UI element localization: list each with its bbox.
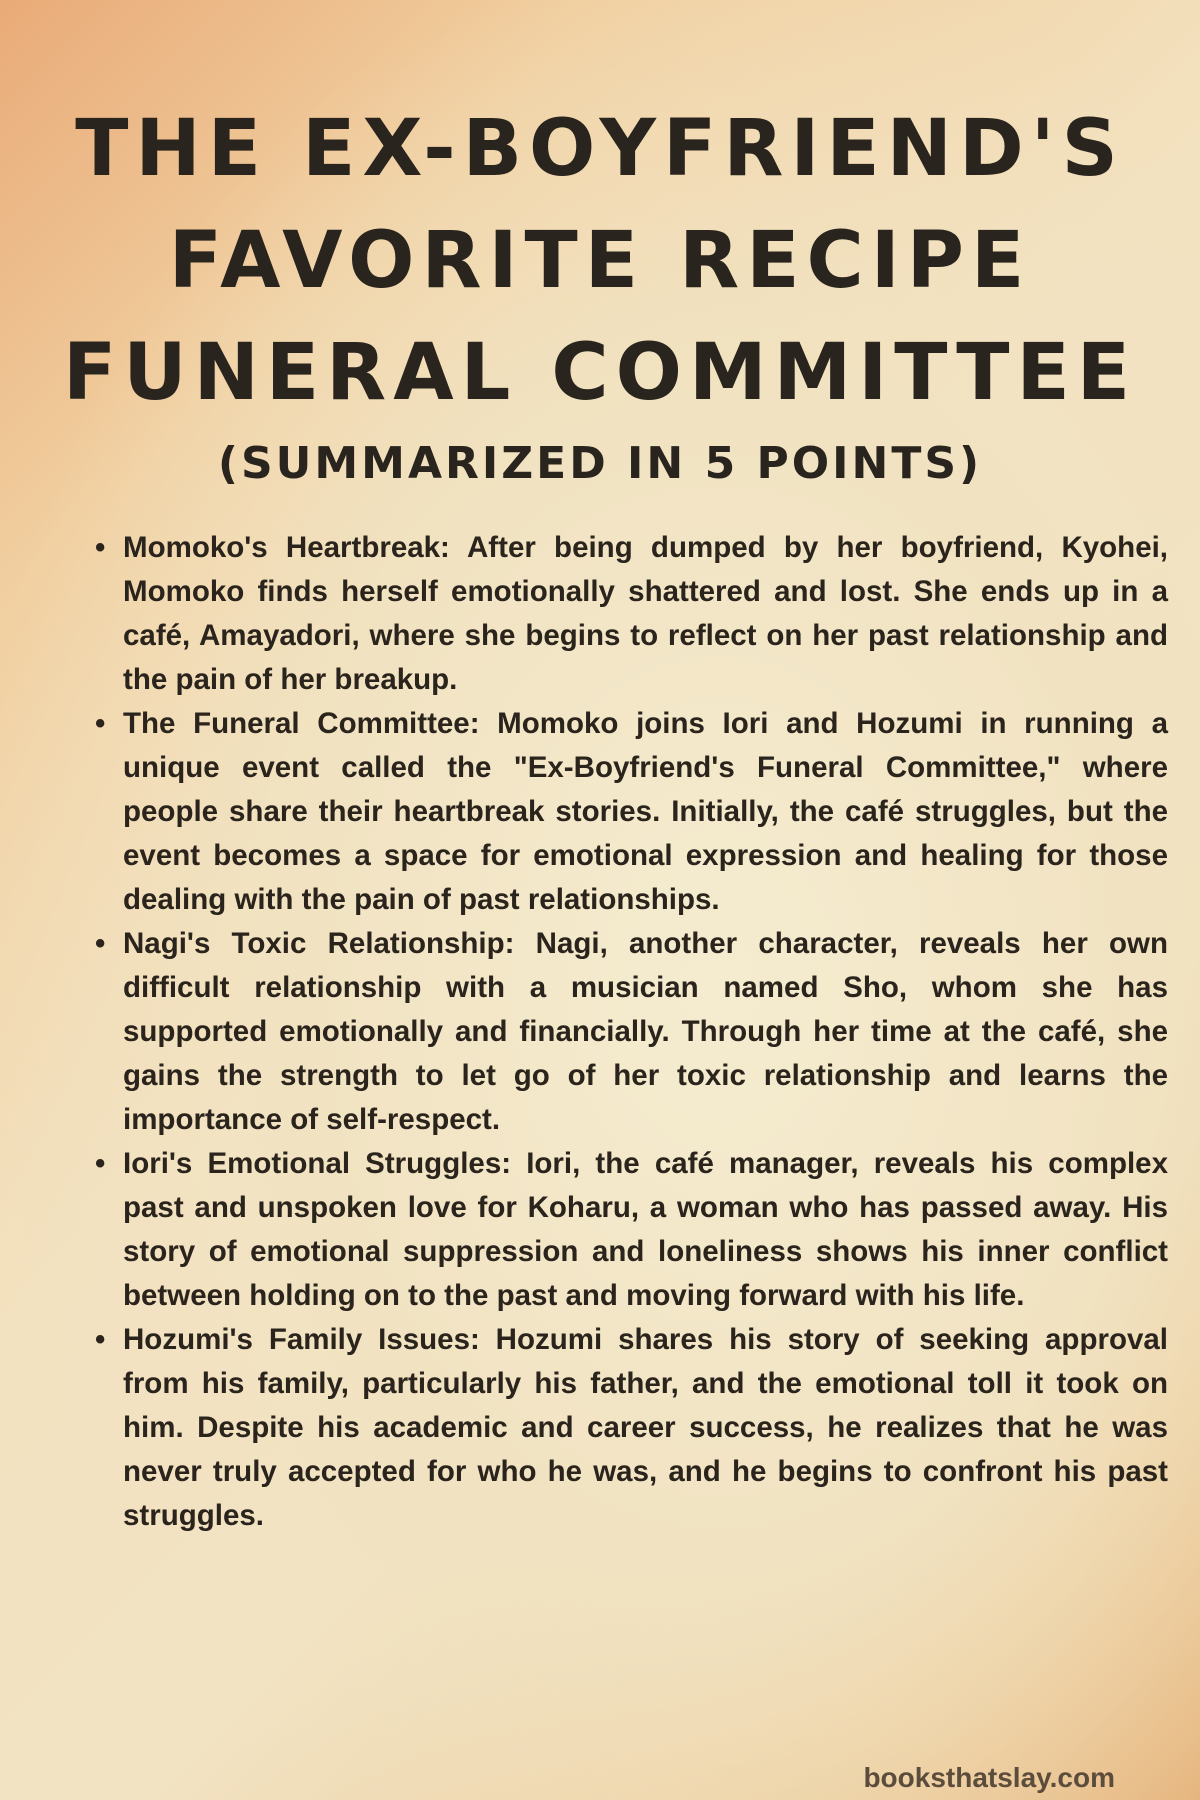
- subtitle: (SUMMARIZED IN 5 POINTS): [217, 438, 983, 489]
- page-title: [0, 93, 1200, 429]
- title-line-2: FAVORITE RECIPE: [168, 216, 1032, 306]
- list-item: • Hozumi's Family Issues: Hozumi shares his story of seeking approval from his family, particularly his father, and the emotional toll it took on him. Despite his academic and career success, he realizes that he was never truly accepted for who he was, and he begins to confront his past struggles.: [123, 1318, 1168, 1538]
- title-line-3: FUNERAL COMMITTEE: [62, 328, 1138, 418]
- list-item: • The Funeral Committee: Momoko joins Iori and Hozumi in running a unique event called the "Ex-Boyfriend's Funeral Committee," where people share their heartbreak stories. Initially, the café struggles, but the event becomes a space for emotional expression and healing for those dealing with the pain of past relationships.: [123, 702, 1168, 922]
- list-item: • Momoko's Heartbreak: After being dumped by her boyfriend, Kyohei, Momoko finds herself emotionally shattered and lost. She ends up in a café, Amayadori, where she begins to reflect on her past relationship and the pain of her breakup.: [123, 526, 1168, 702]
- summary-list: [95, 526, 1168, 1538]
- list-item: • Iori's Emotional Struggles: Iori, the café manager, reveals his complex past and unspoken love for Koharu, a woman who has passed away. His story of emotional suppression and loneliness shows his inner conflict between holding on to the past and moving forward with his life.: [123, 1142, 1168, 1318]
- site-watermark: booksthatslay.com: [863, 1762, 1115, 1793]
- list-item: • Nagi's Toxic Relationship: Nagi, another character, reveals her own difficult relationship with a musician named Sho, whom she has supported emotionally and financially. Through her time at the café, she gains the strength to let go of her toxic relationship and learns the importance of self-respect.: [123, 922, 1168, 1142]
- title-line-1: THE EX-BOYFRIEND'S: [75, 104, 1125, 194]
